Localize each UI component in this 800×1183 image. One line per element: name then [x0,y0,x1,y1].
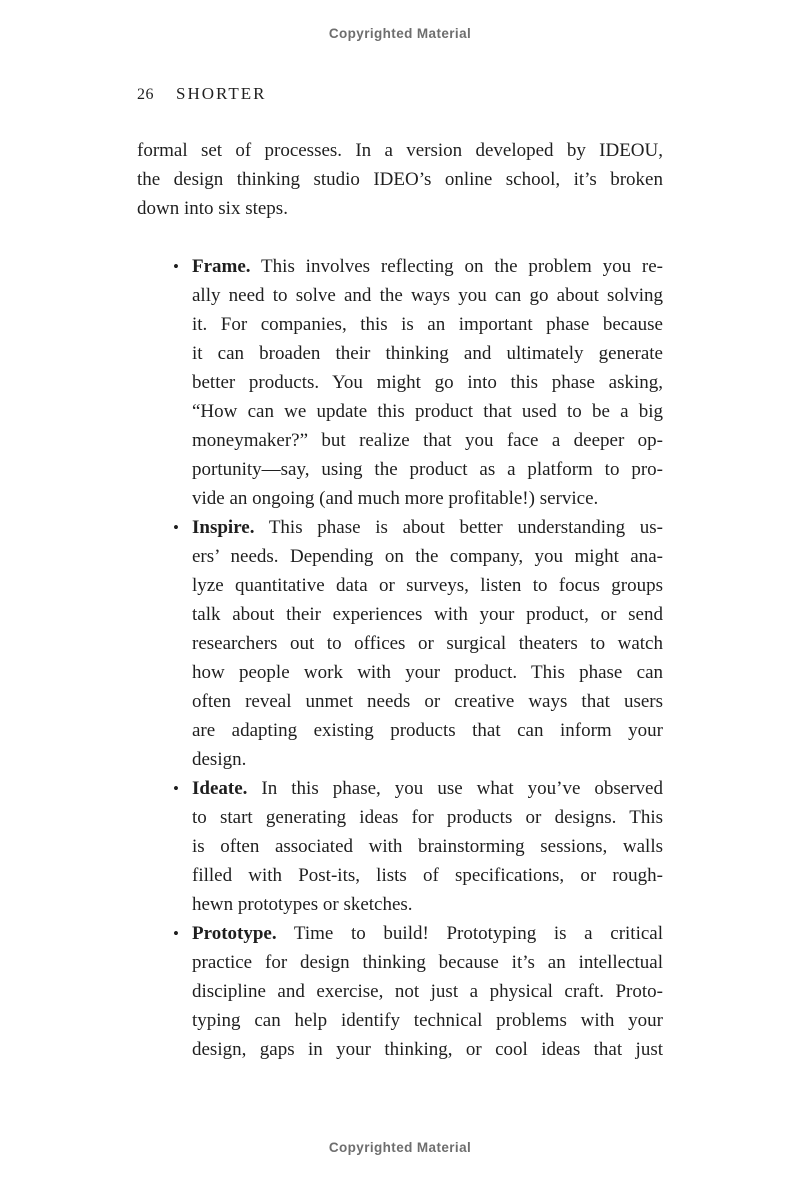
bullet-marker-icon: • [173,924,179,943]
text-line: better products. You might go into this phase asking, [192,372,663,393]
text-line: design. [192,749,247,770]
text-line: design, gaps in your thinking, or cool ideas that just [192,1039,663,1060]
text-line: is often associated with brainstorming sessions, walls [192,836,663,857]
bullet-item [137,252,663,513]
bullet-item [137,919,663,1064]
text-line: researchers out to offices or surgical theaters to watch [192,633,663,654]
text-line: Frame. This involves reflecting on the problem you re- [192,256,663,277]
copyright-notice-bottom: Copyrighted Material [328,1140,472,1155]
text-line: lyze quantitative data or surveys, listen to focus groups [192,575,663,596]
text-line: moneymaker?” but realize that you face a deeper op- [192,430,663,451]
text-line: ally need to solve and the ways you can go about solving [192,285,663,306]
bullet-item [137,774,663,919]
text-line: Inspire. This phase is about better understanding us- [192,517,663,538]
text-line: Prototype. Time to build! Prototyping is a critical [192,923,663,944]
bullet-lead: Ideate. [192,778,248,799]
text-line: vide an ongoing (and much more profitable!) service. [192,488,599,509]
text-line: portunity—say, using the product as a platform to pro- [192,459,663,480]
bullet-lead: Frame. [192,256,251,277]
text-line: Ideate. In this phase, you use what you’ve observed [192,778,663,799]
text-line: “How can we update this product that used to be a big [192,401,663,422]
bullet-list [137,252,663,1064]
body-text [137,136,663,1064]
bullet-marker-icon: • [173,257,179,276]
text-line: to start generating ideas for products or designs. This [192,807,663,828]
text-line: ers’ needs. Depending on the company, you might ana- [192,546,663,567]
text-line: formal set of processes. In a version developed by IDEOU, [137,140,663,161]
copyright-notice-top: Copyrighted Material [328,26,472,41]
text-line: down into six steps. [137,198,288,219]
text-line: filled with Post-its, lists of specifications, or rough- [192,865,663,886]
text-line: the design thinking studio IDEO’s online school, it’s broken [137,169,663,190]
bullet-item [137,513,663,774]
text-line: it. For companies, this is an important phase because [192,314,663,335]
bullet-lead: Inspire. [192,517,255,538]
page-number: 26 [137,86,154,103]
text-line: typing can help identify technical problems with your [192,1010,663,1031]
text-line: practice for design thinking because it’s an intellectual [192,952,663,973]
running-title: SHORTER [176,84,267,103]
text-line: it can broaden their thinking and ultimately generate [192,343,663,364]
text-line: discipline and exercise, not just a physical craft. Proto- [192,981,663,1002]
bullet-lead: Prototype. [192,923,277,944]
text-line: often reveal unmet needs or creative ways that users [192,691,663,712]
bullet-marker-icon: • [173,779,179,798]
page-header [137,84,266,104]
bullet-marker-icon: • [173,518,179,537]
intro-paragraph [137,136,663,223]
text-line: talk about their experiences with your product, or send [192,604,663,625]
text-line: hewn prototypes or sketches. [192,894,413,915]
text-line: are adapting existing products that can inform your [192,720,663,741]
text-line: how people work with your product. This phase can [192,662,663,683]
